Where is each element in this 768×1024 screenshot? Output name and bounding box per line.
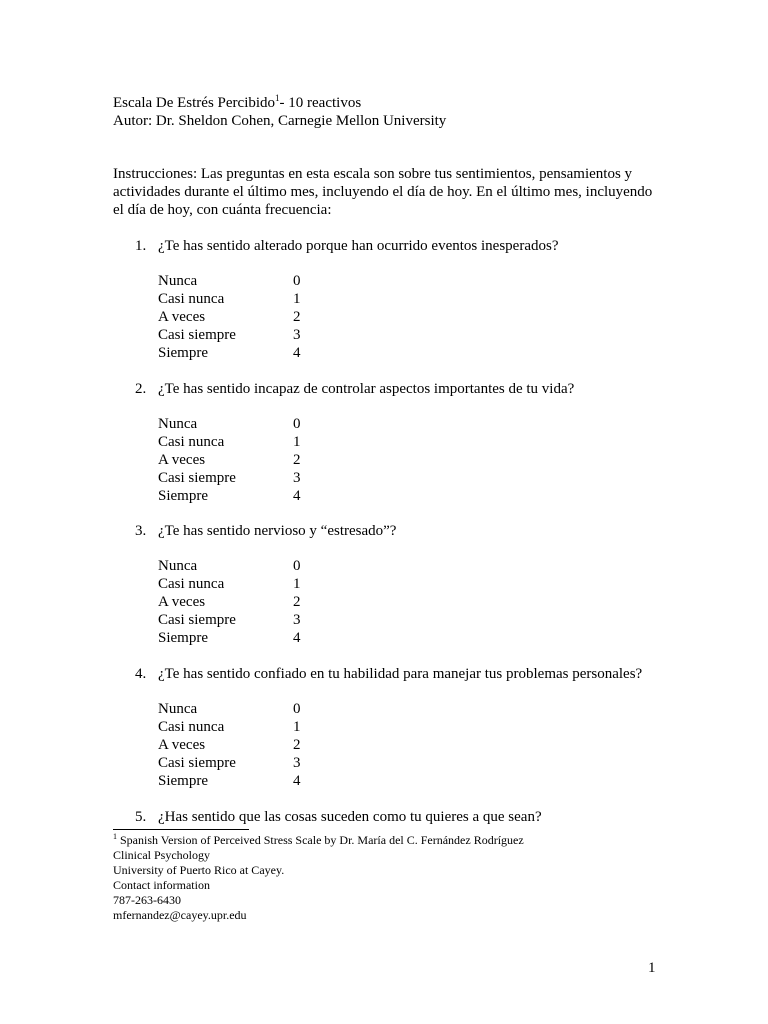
- footnote-source: Spanish Version of Perceived Stress Scale by Dr. María del C. Fernández Rodríguez: [120, 833, 524, 847]
- option-value: 3: [293, 470, 301, 486]
- question-1: [113, 237, 673, 362]
- question-text: ¿Te has sentido nervioso y “estresado”?: [158, 523, 397, 539]
- option-value: 3: [293, 327, 301, 343]
- option-row: [113, 451, 673, 469]
- question-text: ¿Has sentido que las cosas suceden como tu quieres a que sean?: [158, 809, 542, 825]
- answer-options: [113, 272, 673, 362]
- option-value: 1: [293, 291, 301, 307]
- option-value: 2: [293, 594, 301, 610]
- option-value: 0: [293, 558, 301, 574]
- option-label: Nunca: [158, 701, 198, 717]
- option-label: Casi nunca: [158, 434, 225, 450]
- option-row: [113, 754, 673, 772]
- option-row: [113, 487, 673, 505]
- page-number: 1: [648, 960, 656, 976]
- option-row: [113, 575, 673, 593]
- option-row: [113, 700, 673, 718]
- document-header: [113, 94, 446, 130]
- option-value: 1: [293, 576, 301, 592]
- title-footnote-marker: 1: [275, 93, 280, 103]
- option-label: Siempre: [158, 488, 208, 504]
- option-row: [113, 344, 673, 362]
- footnote-line-2: Clinical Psychology: [113, 848, 210, 862]
- option-label: Nunca: [158, 558, 198, 574]
- footnote-line-1: [113, 833, 524, 848]
- option-label: Siempre: [158, 773, 208, 789]
- option-value: 0: [293, 701, 301, 717]
- option-row: [113, 433, 673, 451]
- question-text: ¿Te has sentido incapaz de controlar aspectos importantes de tu vida?: [158, 381, 575, 397]
- question-text: ¿Te has sentido confiado en tu habilidad para manejar tus problemas personales?: [158, 666, 643, 682]
- option-value: 1: [293, 719, 301, 735]
- option-label: Siempre: [158, 630, 208, 646]
- option-value: 2: [293, 737, 301, 753]
- question-number: 5.: [135, 809, 147, 825]
- option-row: [113, 772, 673, 790]
- question-2: [113, 380, 673, 505]
- answer-options: [113, 415, 673, 505]
- option-value: 2: [293, 309, 301, 325]
- option-label: Casi siempre: [158, 755, 236, 771]
- scale-author: Autor: Dr. Sheldon Cohen, Carnegie Mellon University: [113, 113, 447, 129]
- option-label: A veces: [158, 452, 206, 468]
- option-row: [113, 718, 673, 736]
- option-row: [113, 469, 673, 487]
- option-row: [113, 557, 673, 575]
- question-number: 2.: [135, 381, 147, 397]
- question-3: [113, 522, 673, 647]
- option-label: Casi nunca: [158, 576, 225, 592]
- option-row: [113, 611, 673, 629]
- option-row: [113, 593, 673, 611]
- option-row: [113, 326, 673, 344]
- option-row: [113, 308, 673, 326]
- question-number: 1.: [135, 238, 147, 254]
- option-label: Nunca: [158, 273, 198, 289]
- option-label: A veces: [158, 737, 206, 753]
- footnote-line-3: University of Puerto Rico at Cayey.: [113, 863, 285, 877]
- option-value: 4: [293, 630, 301, 646]
- footnote: [113, 833, 524, 923]
- option-label: A veces: [158, 309, 206, 325]
- instructions-paragraph: Instrucciones: Las preguntas en esta escala son sobre tus sentimientos, pensamientos y actividades durante el último mes, incluyendo el día de hoy. En el último mes, incluyendo el día de hoy, con cuánta frecuencia:: [113, 166, 653, 218]
- option-row: [113, 629, 673, 647]
- question-5: [113, 808, 673, 826]
- option-value: 4: [293, 488, 301, 504]
- question-number: 3.: [135, 523, 147, 539]
- option-label: Casi siempre: [158, 612, 236, 628]
- option-label: Casi nunca: [158, 291, 225, 307]
- option-label: Casi nunca: [158, 719, 225, 735]
- answer-options: [113, 700, 673, 790]
- option-row: [113, 415, 673, 433]
- footnote-email: mfernandez@cayey.upr.edu: [113, 908, 247, 922]
- option-value: 2: [293, 452, 301, 468]
- option-label: A veces: [158, 594, 206, 610]
- question-number: 4.: [135, 666, 147, 682]
- option-value: 4: [293, 345, 301, 361]
- option-row: [113, 736, 673, 754]
- option-row: [113, 290, 673, 308]
- footnote-phone: 787-263-6430: [113, 893, 181, 907]
- footnote-marker: 1: [113, 832, 117, 841]
- option-label: Casi siempre: [158, 327, 236, 343]
- option-label: Siempre: [158, 345, 208, 361]
- question-text: ¿Te has sentido alterado porque han ocurrido eventos inesperados?: [158, 238, 559, 254]
- option-value: 3: [293, 755, 301, 771]
- option-value: 1: [293, 434, 301, 450]
- footnote-line-4: Contact information: [113, 878, 210, 892]
- scale-title-text: Escala De Estrés Percibido: [113, 95, 276, 111]
- option-value: 0: [293, 416, 301, 432]
- scale-title-suffix: - 10 reactivos: [279, 95, 362, 111]
- option-value: 3: [293, 612, 301, 628]
- question-4: [113, 665, 673, 790]
- option-value: 4: [293, 773, 301, 789]
- option-label: Nunca: [158, 416, 198, 432]
- scale-title: [113, 94, 446, 112]
- answer-options: [113, 557, 673, 647]
- option-row: [113, 272, 673, 290]
- option-value: 0: [293, 273, 301, 289]
- option-label: Casi siempre: [158, 470, 236, 486]
- footnote-separator: [113, 829, 249, 830]
